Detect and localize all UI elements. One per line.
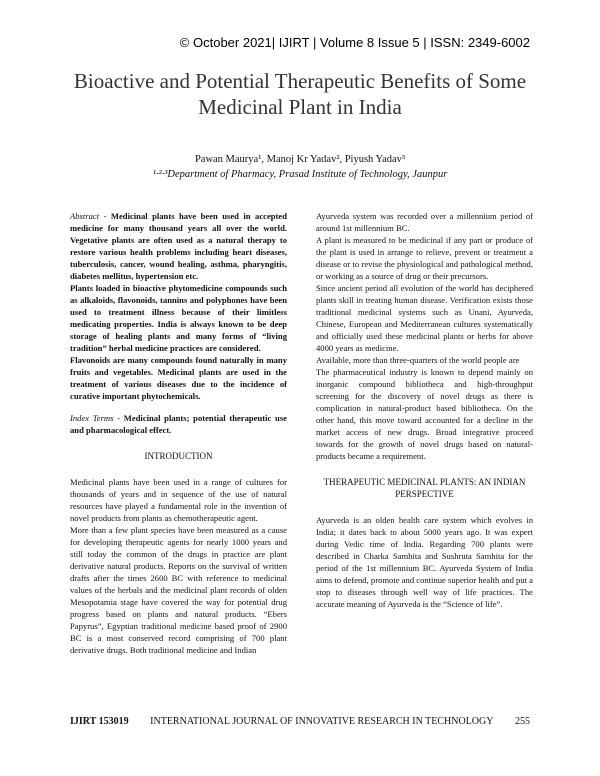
abstract-p1 [70,210,287,282]
page-footer [70,716,530,727]
abstract-text-1: Medicinal plants have been used in accepted medicine for many thousand years all over the world. Vegetative plants are often used as a natural therapy to restore various health problems including heart diseases, tuberculosis, cancer, wound healing, asthma, pharyngitis, diabetes mellitus, hypertension etc. [70,211,287,281]
introduction-heading: INTRODUCTION [144,451,213,461]
right-p4: Available, more than three-quarters of the world people are [316,355,520,365]
index-terms-label: Index Terms - [70,413,121,423]
footer-journal: INTERNATIONAL JOURNAL OF INNOVATIVE RESEARCH IN TECHNOLOGY [150,716,494,727]
title-line-1: Bioactive and Potential Therapeutic Benefits of Some [73,69,527,93]
page-header: © October 2021| IJIRT | Volume 8 Issue 5 | ISSN: 2349-6002 [179,35,530,50]
intro-p2: More than a few plant species have been measured as a cause for developing therapeutic agents for nearly 1000 years and still today the common of the drugs in practice are plant derivative natural products. Reports on the survival of written drafts after the times 2600 BC with reference to medicinal values of the herbals and the medicinal plant records of olden Mesopotamia stage have covered the way for potential drug progress based on plants and natural products. “Ebers Papyrus”, Egyptian traditional medicine based proof of 2900 BC is a most conserved record comprising of 700 plant derivative drugs. Both traditional medicine and Indian [70,525,287,655]
abstract-label: Abstract - [70,211,107,221]
paper-title [60,68,540,120]
right-p6: Ayurveda is an olden health care system which evolves in India; it dates back to about 5000 years ago. It was expert during Vedic time of India. Regarding 700 plants were described in Charka Samhita and Sushruta Samhita for the period of the 1st millennium BC. Ayurveda System of India aims to defend, promote and continue superior health and put a stop to diseases through well way of life practices. The accurate meaning of Ayurveda is the “Science of life”. [316,515,533,609]
abstract-p2: Plants loaded in bioactive phytomedicine compounds such as alkaloids, flavonoids, tannins and polyphones have been used to treatment illness because of their limitless medicating properties. India is always known to be deep storage of healing plants and many forms of “living tradition” herbal medicine practices are considered. [70,283,287,353]
title-line-2: Medicinal Plant in India [198,95,402,119]
affiliation: ¹·²·³Department of Pharmacy, Prasad Institute of Technology, Jaunpur [152,169,448,180]
right-p3: Since ancient period all evolution of the world has deciphered plants skill in treating human disease. Verification exists those traditional medicinal systems such as Unani, Ayurveda, Chinese, European and Mediterranean cultures systematically and officially used these medicinal plants or herbs for above 4000 years as medicine. [316,283,533,353]
left-column [70,210,287,656]
therapeutic-heading: THERAPEUTIC MEDICINAL PLANTS: AN INDIAN PERSPECTIVE [323,477,526,499]
abstract-p3: Flavonoids are many compounds found naturally in many fruits and vegetables. Medicinal plants are used in the treatment of various diseases due to the incidence of curative important phytochemicals. [70,355,287,401]
right-p2: A plant is measured to be medicinal if any part or produce of the plant is used in arrange to relieve, prevent or treatment a disease or to revise the physiological and pathological method, or working as a source of drug or their precursors. [316,235,533,281]
index-terms-text: Medicinal plants; potential therapeutic use and pharmacological effect. [70,413,287,435]
footer-id: IJIRT 153019 [70,716,129,727]
index-terms [70,412,287,436]
right-column [316,210,533,610]
right-p1: Ayurveda system was recorded over a millennium period of around 1st millennium BC. [316,211,533,233]
right-p5: The pharmaceutical industry is known to depend mainly on inorganic compound bibliotheca and high-throughput screening for the discovery of novel drugs as there is complication in natural-product based bibliotheca. On the other hand, this move toward accounted for a decline in the market access of new drugs. Broad integrative proceed towards for the growth of novel drugs based on natural- products became a requirement. [316,367,533,461]
authors: Pawan Maurya¹, Manoj Kr Yadav², Piyush Yadav³ [194,154,406,165]
intro-p1: Medicinal plants have been used in a range of cultures for thousands of years and in sequence of the use of natural resources have played a fundamental role in the invention of novel products from plants as chemotherapeutic agent. [70,477,287,523]
footer-page-number: 255 [514,716,530,727]
